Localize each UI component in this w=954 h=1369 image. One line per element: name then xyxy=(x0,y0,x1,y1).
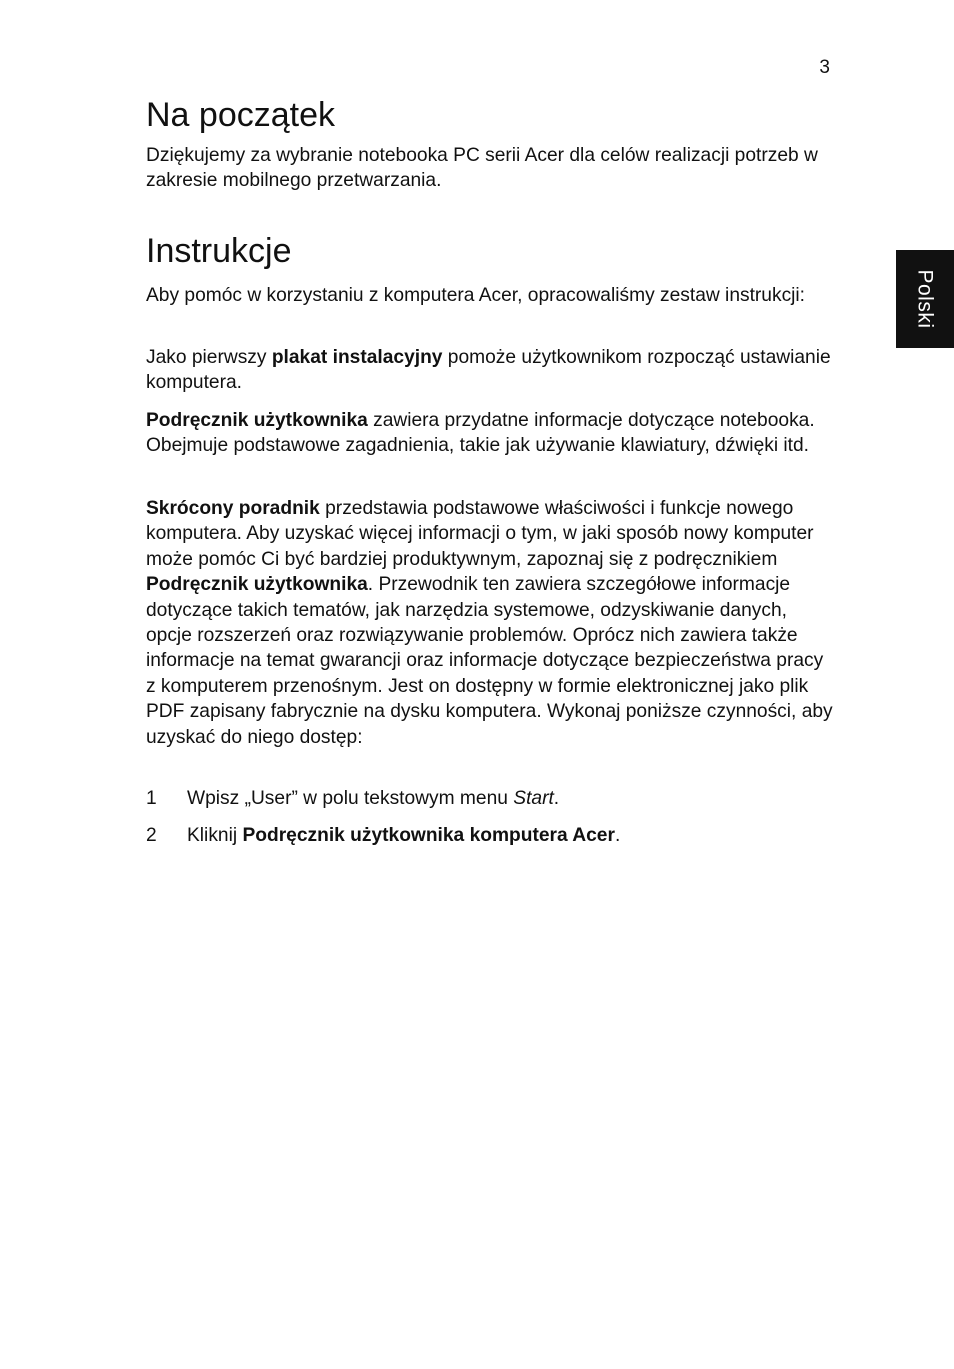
page-number: 3 xyxy=(819,57,830,78)
start-menu-term: Start xyxy=(513,788,554,809)
language-tab-label: Polski xyxy=(914,269,937,329)
step-number: 1 xyxy=(146,788,157,809)
intro-paragraph: Dziękujemy za wybranie notebooka PC serii Acer dla celów realizacji potrzeb w zakresie mobilnego przetwarzania. xyxy=(146,145,818,192)
instructions-paragraph-user-guide xyxy=(146,408,836,459)
instructions-paragraph-quick-guide xyxy=(146,496,836,750)
text: . Przewodnik ten zawiera szczegółowe informacje dotyczące takich tematów, jak narzędzia systemowe, odzyskiwanie danych, opcje rozszerzeń oraz rozwiązywanie problemów. Oprócz nich zawiera także informacje na temat gwarancji oraz informacje dotyczące bezpieczeństwa pracy z komputerem przenośnym. Jest on dostępny w formie elektronicznej jako plik PDF zapisany fabrycznie na dysku komputera. Wykonaj poniższe czynności, aby uzyskać do niego dostęp: xyxy=(146,574,833,748)
text: Jako pierwszy xyxy=(146,347,272,368)
text: Wpisz „User” w polu tekstowym menu xyxy=(187,788,514,809)
step-number: 2 xyxy=(146,825,157,846)
user-guide-term: Podręcznik użytkownika xyxy=(146,574,368,596)
heading-getting-started: Na początek xyxy=(146,96,335,134)
text: zawiera przydatne informacje dotyczące notebooka. Obejmuje podstawowe zagadnienia, takie jak używanie klawiatury, dźwięki itd. xyxy=(146,410,815,457)
quick-guide-term: Skrócony poradnik xyxy=(146,498,320,519)
setup-poster-term: plakat instalacyjny xyxy=(271,347,443,368)
text: pomoże użytkownikom rozpocząć ustawianie komputera. xyxy=(146,347,831,394)
text: Kliknij xyxy=(187,825,243,846)
acer-user-guide-term: Podręcznik użytkownika komputera Acer xyxy=(242,825,615,846)
step-text xyxy=(187,786,559,811)
language-tab xyxy=(896,250,954,348)
step-text xyxy=(187,823,620,848)
instructions-paragraph-setup-poster xyxy=(146,345,836,396)
text: . xyxy=(553,788,560,809)
instructions-paragraph-1: Aby pomóc w korzystaniu z komputera Acer, opracowaliśmy zestaw instrukcji: xyxy=(146,285,806,306)
text: przedstawia podstawowe właściwości i funkcje nowego komputera. Aby uzyskać więcej informacji o tym, w jaki sposób nowy komputer może pomóc Ci być bardziej produktywnym, zapoznaj się z podręcznikiem xyxy=(146,498,814,570)
heading-instructions: Instrukcje xyxy=(146,232,292,270)
user-guide-term: Podręcznik użytkownika xyxy=(146,410,368,431)
text: . xyxy=(614,825,621,846)
